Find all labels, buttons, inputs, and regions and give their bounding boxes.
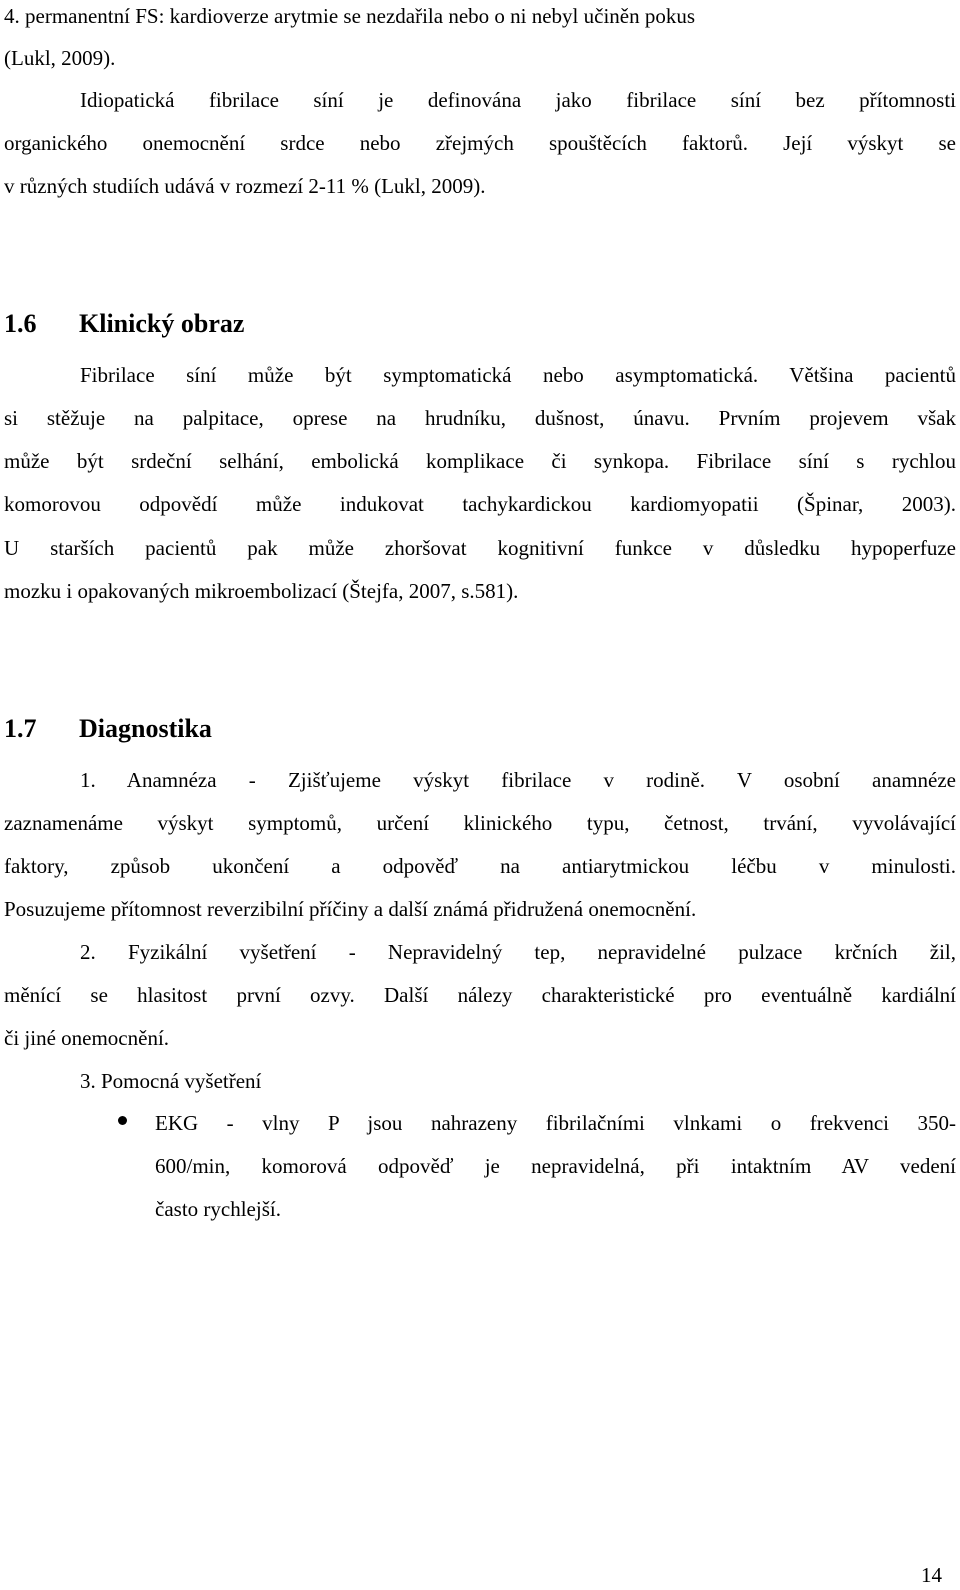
bullet-icon (118, 1116, 127, 1125)
text-line: komorovou odpovědí může indukovat tachykardickou kardiomyopatii (Špinar, 2003). (4, 492, 956, 516)
section-heading (4, 713, 212, 745)
bullet-item-text: 600/min, komorová odpověď je nepravidelná, při intaktním AV vedení (155, 1154, 956, 1178)
page-number: 14 (921, 1563, 942, 1587)
list-item-text: 1. Anamnéza - Zjišťujeme výskyt fibrilace v rodině. V osobní anamnéze (80, 768, 956, 792)
list-item-text: 2. Fyzikální vyšetření - Nepravidelný tep, nepravidelné pulzace krčních žil, (80, 940, 956, 964)
text-line: organického onemocnění srdce nebo zřejmých spouštěcích faktorů. Její výskyt se (4, 131, 956, 155)
bullet-item-text: EKG - vlny P jsou nahrazeny fibrilačními vlnkami o frekvenci 350- (155, 1111, 956, 1135)
text-line: může být srdeční selhání, embolická komplikace či synkopa. Fibrilace síní s rychlou (4, 449, 956, 473)
text-line: Fibrilace síní může být symptomatická nebo asymptomatická. Většina pacientů (80, 363, 956, 387)
section-title: Klinický obraz (79, 309, 245, 338)
list-item-text: faktory, způsob ukončení a odpověď na antiarytmickou léčbu v minulosti. (4, 854, 956, 878)
list-item-text: měnící se hlasitost první ozvy. Další nálezy charakteristické pro eventuálně kardiální (4, 983, 956, 1007)
text-line: si stěžuje na palpitace, oprese na hrudníku, dušnost, únavu. Prvním projevem však (4, 406, 956, 430)
text-line: U starších pacientů pak může zhoršovat kognitivní funkce v důsledku hypoperfuze (4, 536, 956, 560)
section-heading (4, 308, 244, 340)
bullet-item-text: často rychlejší. (155, 1197, 281, 1221)
text-line: Idiopatická fibrilace síní je definována jako fibrilace síní bez přítomnosti (80, 88, 956, 112)
section-number: 1.6 (4, 309, 37, 338)
list-item-text: Posuzujeme přítomnost reverzibilní příčiny a další známá přidružená onemocnění. (4, 897, 697, 921)
text-line: (Lukl, 2009). (4, 46, 116, 70)
list-item-text: zaznamenáme výskyt symptomů, určení klinického typu, četnost, trvání, vyvolávající (4, 811, 956, 835)
list-item-text: 3. Pomocná vyšetření (80, 1069, 262, 1093)
text-line: 4. permanentní FS: kardioverze arytmie se nezdařila nebo o ni nebyl učiněn pokus (4, 4, 696, 28)
list-item-text: či jiné onemocnění. (4, 1026, 170, 1050)
section-title: Diagnostika (79, 714, 212, 743)
text-line: mozku i opakovaných mikroembolizací (Štejfa, 2007, s.581). (4, 579, 519, 603)
text-line: v různých studiích udává v rozmezí 2-11 % (Lukl, 2009). (4, 174, 486, 198)
section-number: 1.7 (4, 714, 37, 743)
